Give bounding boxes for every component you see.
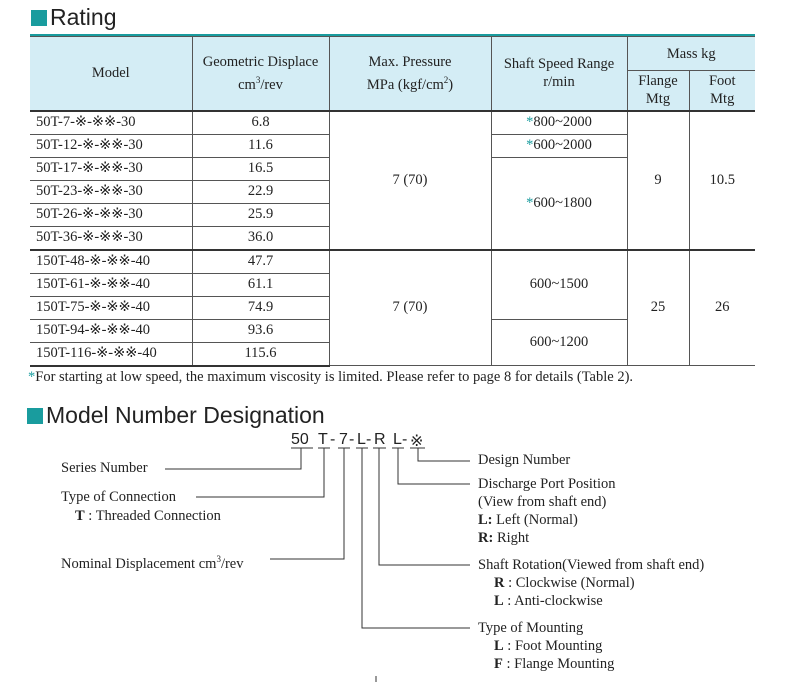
leader-series: [165, 448, 301, 469]
label-port-title: Discharge Port Position: [478, 476, 616, 492]
code-dash: -: [366, 431, 372, 448]
label-port-left: L: Left (Normal): [478, 512, 578, 528]
header-displacement: Geometric Displace $cm^3$/rev: [192, 37, 329, 111]
model-cell: 50T-36-※-※※-30: [30, 226, 192, 250]
leader-mounting: [362, 448, 470, 628]
model-cell: 50T-26-※-※※-30: [30, 203, 192, 226]
model-cell: 150T-94-※-※※-40: [30, 319, 192, 342]
code-mounting: L: [357, 431, 366, 448]
code-port: L: [393, 431, 402, 448]
label-displacement: Nominal Displacement $cm^3$/rev: [61, 554, 244, 572]
label-connection-threaded: T : Threaded Connection: [75, 508, 221, 524]
header-flange-mtg: Flange Mtg: [627, 71, 689, 111]
displacement-cell: 11.6: [192, 134, 329, 157]
displacement-cell: 6.8: [192, 111, 329, 135]
model-cell: 50T-23-※-※※-30: [30, 180, 192, 203]
leader-displacement: [270, 448, 344, 559]
label-connection-title: Type of Connection: [61, 489, 176, 505]
model-designation-title-text: Model Number Designation: [46, 402, 325, 428]
speed-cell: *600~1800: [491, 157, 627, 250]
label-mounting-foot: L : Foot Mounting: [494, 638, 603, 654]
code-dash: -: [330, 431, 336, 448]
displacement-cell: 16.5: [192, 157, 329, 180]
speed-cell: 600~1500: [491, 250, 627, 320]
header-foot-mtg: Foot Mtg: [689, 71, 755, 111]
label-rotation-anticlockwise: L : Anti-clockwise: [494, 593, 603, 609]
leader-port: [398, 448, 470, 484]
label-series-number: Series Number: [61, 460, 148, 476]
footnote-asterisk: *: [28, 369, 36, 385]
code-design: ※: [410, 433, 424, 450]
foot-mass-cell: 10.5: [689, 111, 755, 250]
speed-cell: *600~2000: [491, 134, 627, 157]
model-cell: 150T-61-※-※※-40: [30, 273, 192, 296]
code-dash: -: [402, 431, 408, 448]
displacement-cell: 93.6: [192, 319, 329, 342]
speed-cell: *800~2000: [491, 111, 627, 135]
code-displacement: 7: [339, 431, 348, 448]
code-series: 50: [291, 431, 309, 448]
model-cell: 150T-116-※-※※-40: [30, 342, 192, 366]
displacement-cell: 74.9: [192, 296, 329, 319]
header-mass: Mass kg: [627, 37, 755, 71]
pressure-cell: 7 (70): [329, 111, 491, 250]
label-rotation-clockwise: R : Clockwise (Normal): [494, 575, 635, 591]
label-rotation-title: Shaft Rotation(Viewed from shaft end): [478, 557, 705, 573]
model-cell: 50T-17-※-※※-30: [30, 157, 192, 180]
leader-design: [418, 448, 470, 461]
speed-cell: 600~1200: [491, 319, 627, 366]
header-pressure: Max. Pressure MPa $(kgf/cm^2)$: [329, 37, 491, 111]
table-footnote: *For starting at low speed, the maximum viscosity is limited. Please refer to page 8 for details (Table 2).: [28, 369, 634, 385]
label-mounting-title: Type of Mounting: [478, 620, 584, 636]
code-connection: T: [318, 431, 328, 448]
model-cell: 150T-75-※-※※-40: [30, 296, 192, 319]
label-port-sub: (View from shaft end): [478, 494, 607, 510]
header-speed: Shaft Speed Range r/min: [491, 37, 627, 111]
model-cell: 50T-7-※-※※-30: [30, 111, 192, 135]
flange-mass-cell: 25: [627, 250, 689, 366]
rating-title-text: Rating: [50, 4, 117, 30]
model-cell: 50T-12-※-※※-30: [30, 134, 192, 157]
displacement-cell: 115.6: [192, 342, 329, 366]
pressure-cell: 7 (70): [329, 250, 491, 366]
displacement-cell: 47.7: [192, 250, 329, 274]
label-mounting-flange: F : Flange Mounting: [494, 656, 615, 672]
flange-mass-cell: 9: [627, 111, 689, 250]
foot-mass-cell: 26: [689, 250, 755, 366]
displacement-cell: 22.9: [192, 180, 329, 203]
displacement-cell: 61.1: [192, 273, 329, 296]
label-port-right: R: Right: [478, 530, 530, 546]
code-rotation: R: [374, 431, 386, 448]
code-dash: -: [349, 431, 355, 448]
displacement-cell: 36.0: [192, 226, 329, 250]
model-cell: 150T-48-※-※※-40: [30, 250, 192, 274]
displacement-cell: 25.9: [192, 203, 329, 226]
header-model: Model: [30, 37, 192, 111]
label-design-number: Design Number: [478, 452, 571, 468]
leader-rotation: [379, 448, 470, 565]
leader-connection: [196, 448, 324, 497]
